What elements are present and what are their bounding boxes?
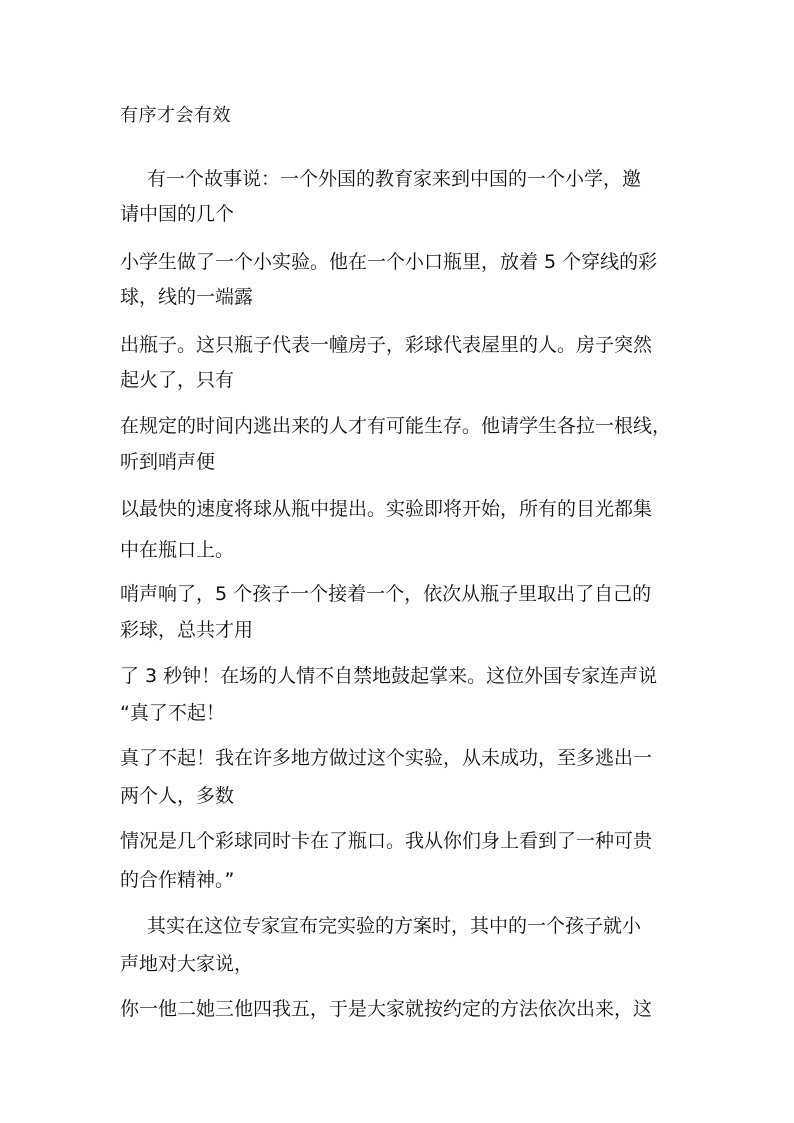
paragraph-line: 其实在这位专家宣布完实验的方案时，其中的一个孩子就小 [147, 915, 642, 937]
paragraph-line: 真了不起！我在许多地方做过这个实验，从未成功，至多逃出一 [120, 747, 653, 769]
paragraph-line: 以最快的速度将球从瓶中提出。实验即将开始，所有的目光都集 [120, 498, 653, 520]
paragraph-line: 球，线的一端露 [120, 286, 254, 308]
paragraph-line: 彩球，总共才用 [120, 619, 254, 641]
paragraph-line: 起火了，只有 [120, 369, 235, 391]
paragraph-line: 哨声响了，5 个孩子一个接着一个，依次从瓶子里取出了自己的 [120, 583, 652, 605]
paragraph-line: 请中国的几个 [120, 203, 235, 225]
paragraph-line: 有一个故事说：一个外国的教育家来到中国的一个小学，邀 [147, 168, 642, 190]
paragraph-line: 两个人，多数 [120, 785, 235, 807]
paragraph-line: 在规定的时间内逃出来的人才有可能生存。他请学生各拉一根线， [120, 415, 672, 437]
paragraph-line: 声地对大家说， [120, 953, 254, 975]
paragraph-line: “真了不起！ [120, 702, 225, 724]
paragraph-line: 情况是几个彩球同时卡在了瓶口。我从你们身上看到了一种可贵 [120, 830, 653, 852]
document-title: 有序才会有效 [120, 105, 231, 126]
paragraph-line: 了 3 秒钟！在场的人情不自禁地鼓起掌来。这位外国专家连声说 [120, 665, 658, 687]
paragraph-line: 出瓶子。这只瓶子代表一幢房子，彩球代表屋里的人。房子突然 [120, 334, 653, 356]
paragraph-line: 中在瓶口上。 [120, 539, 235, 561]
paragraph-line: 的合作精神。” [120, 869, 235, 891]
paragraph-line: 听到哨声便 [120, 451, 216, 473]
paragraph-line: 小学生做了一个小实验。他在一个小口瓶里，放着 5 个穿线的彩 [120, 251, 658, 273]
paragraph-line: 你一他二她三他四我五，于是大家就按约定的方法依次出来，这 [120, 998, 653, 1020]
